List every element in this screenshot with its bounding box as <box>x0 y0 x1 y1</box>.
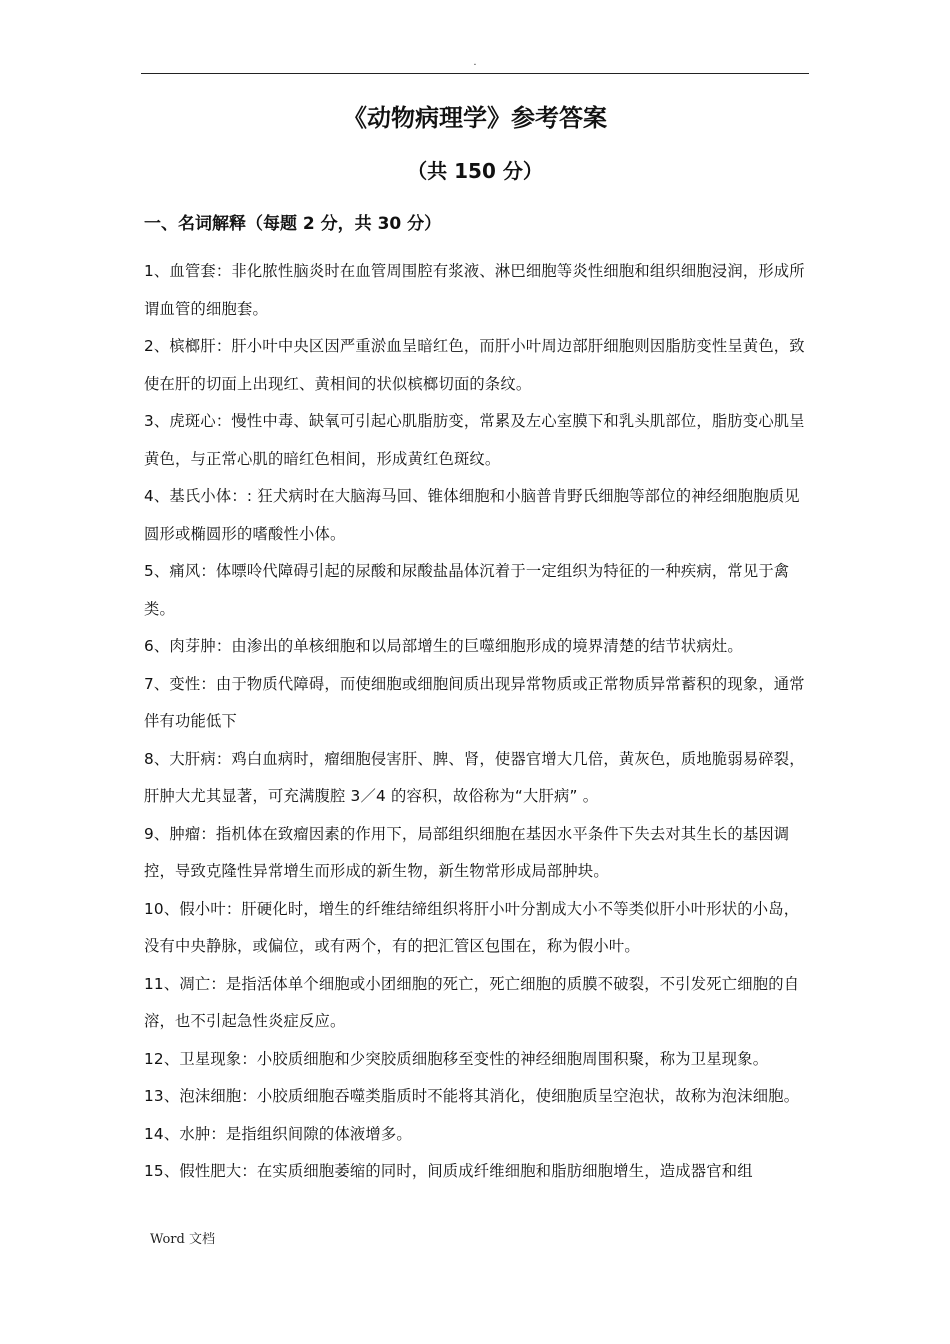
definition-entry: 13、泡沫细胞：小胶质细胞吞噬类脂质时不能将其消化，使细胞质呈空泡状，故称为泡沫细胞。 <box>144 1087 800 1105</box>
document-title: 《动物病理学》参考答案 <box>343 104 607 132</box>
header-rule <box>141 73 809 74</box>
definition-entry: 7、变性：由于物质代障碍，而使细胞或细胞间质出现异常物质或正常物质异常蓄积的现象，通常伴有功能低下 <box>144 674 805 730</box>
definition-entry: 4、基氏小体：: 狂犬病时在大脑海马回、锥体细胞和小脑普肯野氏细胞等部位的神经细胞胞质见圆形或椭圆形的嗜酸性小体。 <box>144 487 800 543</box>
header-mark: . <box>473 57 477 68</box>
definition-entry: 6、肉芽肿：由渗出的单核细胞和以局部增生的巨噬细胞形成的境界清楚的结节状病灶。 <box>144 637 743 655</box>
definition-entry: 12、卫星现象：小胶质细胞和少突胶质细胞移至变性的神经细胞周围积聚，称为卫星现象。 <box>144 1049 769 1068</box>
definition-entry: 1、血管套：非化脓性脑炎时在血管周围腔有浆液、淋巴细胞等炎性细胞和组织细胞浸润，形成所谓血管的细胞套。 <box>144 262 805 318</box>
definition-list <box>144 253 812 1191</box>
definition-entry: 10、假小叶：肝硬化时，增生的纤维结缔组织将肝小叶分割成大小不等类似肝小叶形状的小岛，没有中央静脉，或偏位，或有两个，有的把汇管区包围在，称为假小叶。 <box>144 899 800 955</box>
definition-entry: 8、大肝病：鸡白血病时，瘤细胞侵害肝、脾、肾，使器官增大几倍，黄灰色，质地脆弱易碎裂，肝肿大尤其显著，可充满腹腔 3／4 的容积，故俗称为“大肝病” 。 <box>144 749 805 805</box>
section-heading: 一、名词解释（每题 2 分，共 30 分） <box>144 214 442 234</box>
document-subtitle: （共 150 分） <box>407 159 543 183</box>
definition-entry: 14、水肿：是指组织间隙的体液增多。 <box>144 1124 412 1143</box>
footer-label: Word 文档 <box>150 1232 215 1247</box>
definition-entry: 2、槟榔肝：肝小叶中央区因严重淤血呈暗红色，而肝小叶周边部肝细胞则因脂肪变性呈黄色，致使在肝的切面上出现红、黄相间的状似槟榔切面的条纹。 <box>144 337 805 393</box>
definition-entry: 9、肿瘤：指机体在致瘤因素的作用下，局部组织细胞在基因水平条件下失去对其生长的基因调控，导致克隆性异常增生而形成的新生物，新生物常形成局部肿块。 <box>144 824 790 880</box>
definition-entry: 11、凋亡：是指活体单个细胞或小团细胞的死亡，死亡细胞的质膜不破裂，不引发死亡细胞的自溶，也不引起急性炎症反应。 <box>144 974 800 1030</box>
definition-entry: 3、虎斑心：慢性中毒、缺氧可引起心肌脂肪变，常累及左心室膜下和乳头肌部位，脂肪变心肌呈黄色，与正常心肌的暗红色相间，形成黄红色斑纹。 <box>144 412 805 468</box>
definition-entry: 15、假性肥大：在实质细胞萎缩的同时，间质成纤维细胞和脂肪细胞增生，造成器官和组 <box>144 1162 753 1180</box>
definition-entry: 5、痛风：体嘌呤代障碍引起的尿酸和尿酸盐晶体沉着于一定组织为特征的一种疾病，常见于禽类。 <box>144 562 790 618</box>
